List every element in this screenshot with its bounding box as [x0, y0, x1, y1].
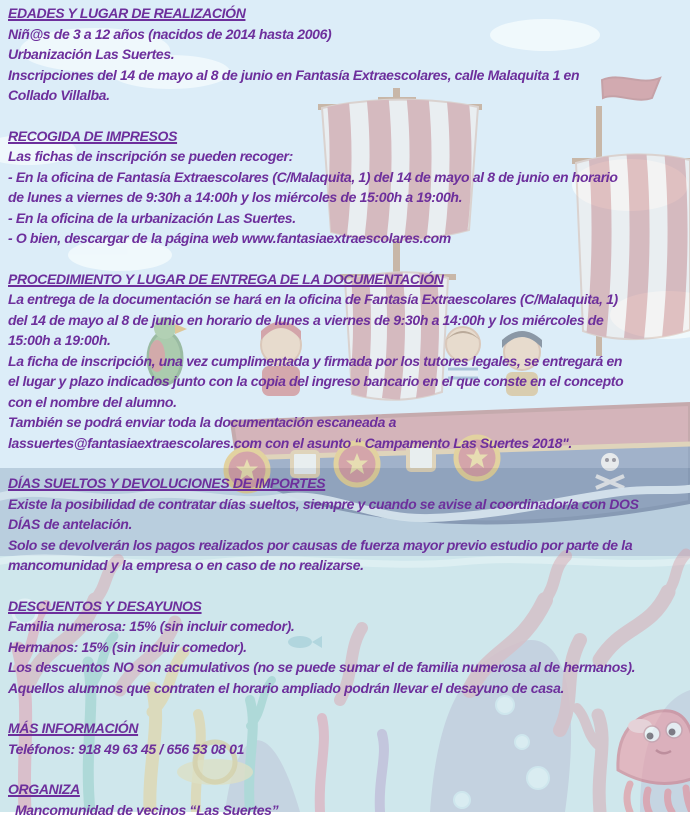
- text-line: - En la oficina de Fantasía Extraescolares (C/Malaquita, 1) del 14 de mayo al 8 de junio en horario: [8, 167, 688, 188]
- text-line: lassuertes@fantasiaextraescolares.com con el asunto “ Campamento Las Suertes 2018".: [8, 433, 688, 454]
- text-line: el lugar y plazo indicados junto con la copia del ingreso bancario en el que conste en el concepto: [8, 371, 688, 392]
- text-line: Urbanización Las Suertes.: [8, 44, 688, 65]
- section-heading: EDADES Y LUGAR DE REALIZACIÓN: [8, 3, 688, 24]
- text-line: Niñ@s de 3 a 12 años (nacidos de 2014 hasta 2006): [8, 24, 688, 45]
- text-line: La ficha de inscripción, una vez cumplimentada y firmada por los tutores legales, se entregará en: [8, 351, 688, 372]
- text-line: con el nombre del alumno.: [8, 392, 688, 413]
- section-edades-y-lugar: [8, 3, 688, 106]
- section-heading: DESCUENTOS Y DESAYUNOS: [8, 596, 688, 617]
- phone-numbers: Teléfonos: 918 49 63 45 / 656 53 08 01: [8, 739, 688, 760]
- text-line: Hermanos: 15% (sin incluir comedor).: [8, 637, 688, 658]
- text-line: Aquellos alumnos que contraten el horario ampliado podrán llevar el desayuno de casa.: [8, 678, 688, 699]
- text-line: También se podrá enviar toda la documentación escaneada a: [8, 412, 688, 433]
- text-line: Los descuentos NO son acumulativos (no se puede sumar el de familia numerosa al de hermanos).: [8, 657, 688, 678]
- text-line: - En la oficina de la urbanización Las Suertes.: [8, 208, 688, 229]
- text-line: del 14 de mayo al 8 de junio en horario de lunes a viernes de 9:30h a 14:00h y los miércoles de: [8, 310, 688, 331]
- text-line: La entrega de la documentación se hará en la oficina de Fantasía Extraescolares (C/Malaquita, 1): [8, 289, 688, 310]
- section-mas-informacion: [8, 718, 688, 759]
- organizer-name: Mancomunidad de vecinos “Las Suertes”: [8, 800, 688, 820]
- section-recogida-de-impresos: [8, 126, 688, 249]
- section-organiza: [8, 779, 688, 820]
- text-line: Inscripciones del 14 de mayo al 8 de junio en Fantasía Extraescolares, calle Malaquita 1 en: [8, 65, 688, 86]
- text-line: DÍAS de antelación.: [8, 514, 688, 535]
- text-line: de lunes a viernes de 9:30h a 14:00h y los miércoles de 15:00h a 19:00h.: [8, 187, 688, 208]
- text-line: - O bien, descargar de la página web www.fantasiaextraescolares.com: [8, 228, 688, 249]
- section-descuentos-desayunos: [8, 596, 688, 699]
- section-heading: RECOGIDA DE IMPRESOS: [8, 126, 688, 147]
- section-procedimiento-entrega: [8, 269, 688, 454]
- text-line: mancomunidad y la empresa o en caso de no realizarse.: [8, 555, 688, 576]
- section-dias-sueltos-devoluciones: [8, 473, 688, 576]
- text-line: Solo se devolverán los pagos realizados por causas de fuerza mayor previo estudio por parte de la: [8, 535, 688, 556]
- section-heading: MÁS INFORMACIÓN: [8, 718, 688, 739]
- section-heading: DÍAS SUELTOS Y DEVOLUCIONES DE IMPORTES: [8, 473, 688, 494]
- text-line: Las fichas de inscripción se pueden recoger:: [8, 146, 688, 167]
- text-line: Existe la posibilidad de contratar días sueltos, siempre y cuando se avise al coordinador/a con DOS: [8, 494, 688, 515]
- section-heading: ORGANIZA: [8, 779, 688, 800]
- section-heading: PROCEDIMIENTO Y LUGAR DE ENTREGA DE LA DOCUMENTACIÓN: [8, 269, 688, 290]
- text-line: 15:00h a 19:00h.: [8, 330, 688, 351]
- text-line: Collado Villalba.: [8, 85, 688, 106]
- text-line: Familia numerosa: 15% (sin incluir comedor).: [8, 616, 688, 637]
